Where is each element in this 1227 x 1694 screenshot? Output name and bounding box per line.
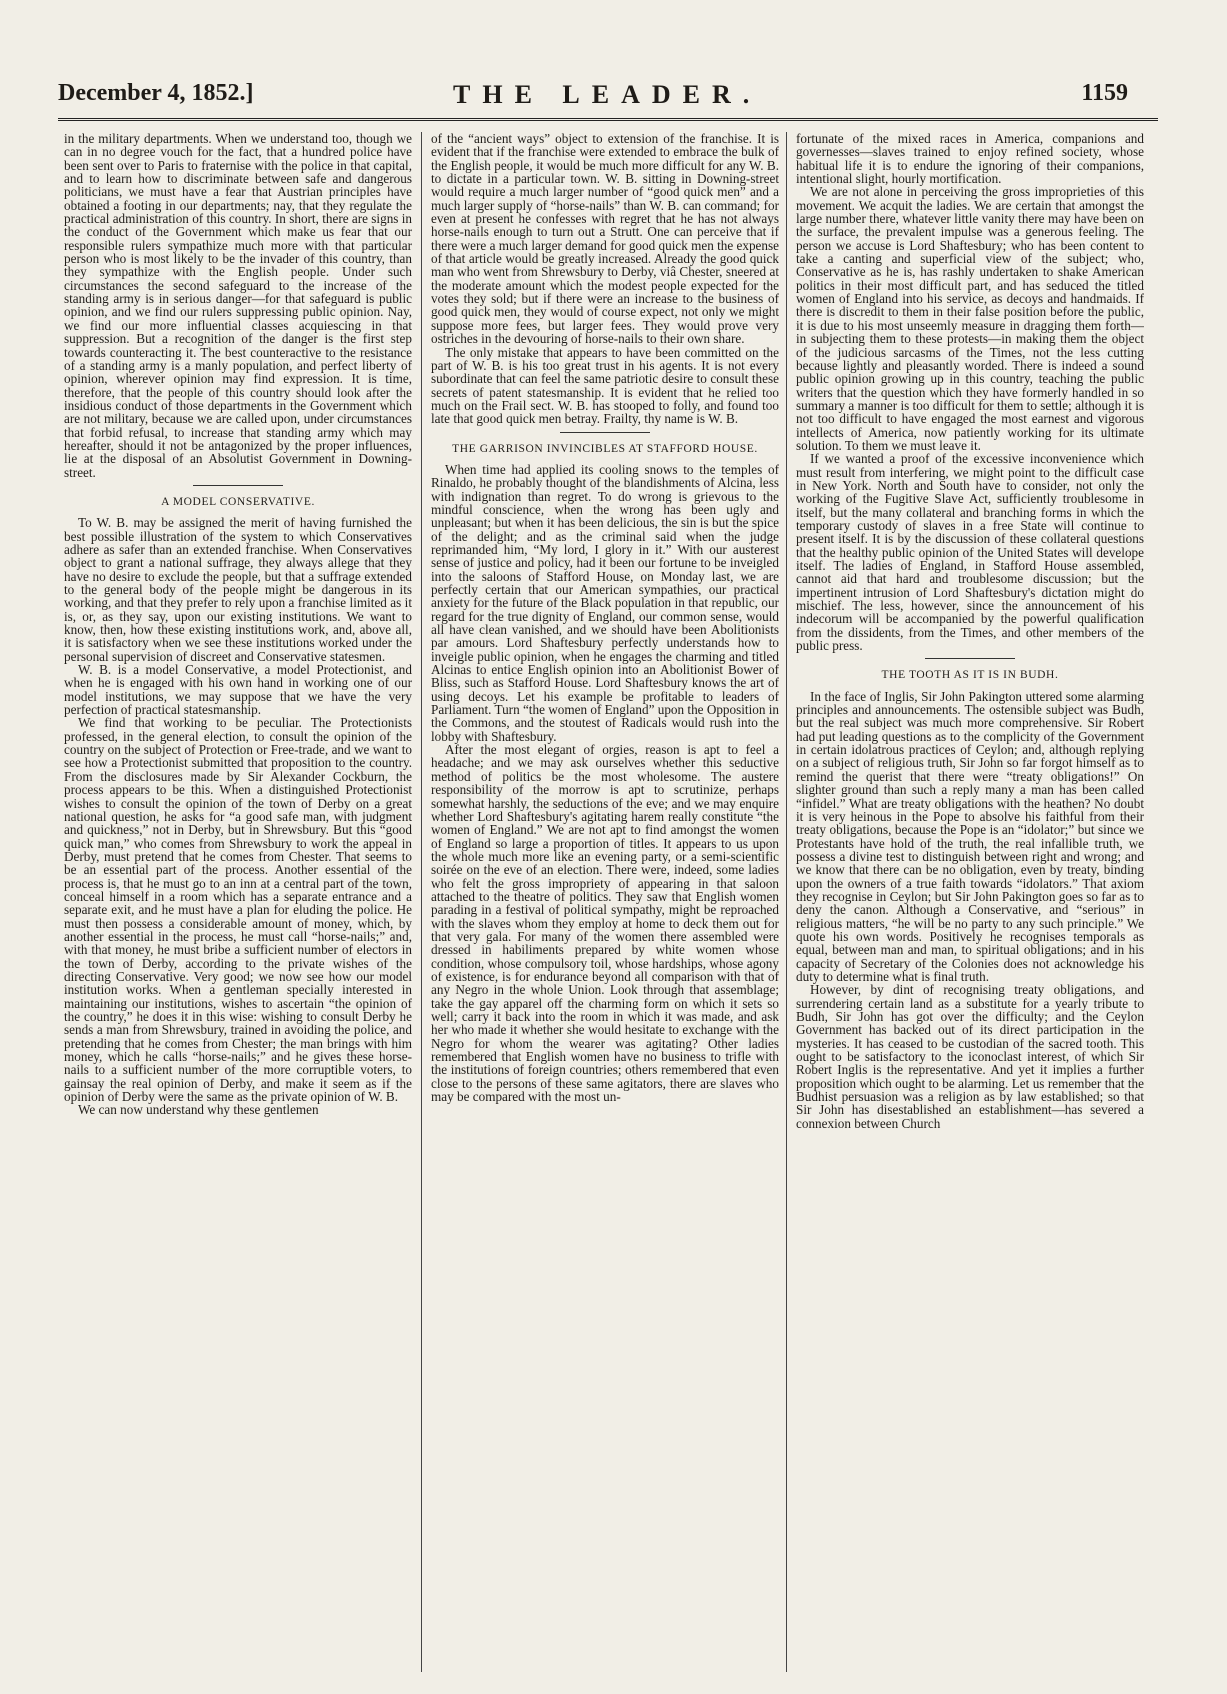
paragraph: However, by dint of recognising treaty obligations, and surrendering certain land as a substitute for a yearly tribute to Budh, Sir John has got over the difficulty; and the Ceylon Government has backed out of its direct participation in the mysteries. It has ceased to be custodian of the sacred tooth. This ought to be satisfactory to the iconoclast interest, of which Sir Robert Inglis is the representative. And yet it implies a further proposition which ought to be alarming. Let us remember that the Budhist persuasion was a religion as by law established; so that Sir John has disestablished an establishment—has severed a connexion between Church	[796, 982, 1144, 1131]
paragraph: To W. B. may be assigned the merit of having furnished the best possible illustration of the system to which Conservatives adhere as safer than an extended franchise. When Conservatives object to grant a national suffrage, they always allege that they have no desire to exclude the people, but that a suffrage extended to the general body of the people might be dangerous in its working, and that they prefer to rely upon a franchise limited as it is, or, as they say, upon our existing institutions. We want to know, then, how these existing institutions work, and, above all, it is satisfactory when we see these institutions worked under the personal supervision of discreet and Conservative statesmen.	[64, 515, 412, 664]
section-rule	[925, 658, 1015, 659]
section-heading: THE TOOTH AS IT IS IN BUDH.	[881, 669, 1059, 682]
page-number: 1159	[1081, 80, 1128, 106]
paragraph: When time had applied its cooling snows to the temples of Rinaldo, he probably thought of the blandishments of Alcina, less with indignation than regret. To do wrong is grievous to the mindful conscience, when the wrong has been ugly and unpleasant; but when it has been delicious, the sin is but the spice of the delight; and as the criminal said when the judge reprimanded him, “My lord, I glory in it.” With our austerest sense of justice and policy, had it been our fortune to be inveigled into the saloons of Stafford House, on Monday last, we are perfectly certain that our American sympathies, our practical anxiety for the future of the Black population in that republic, our regard for the true dignity of England, our common sense, would all have clean vanished, and we should have been Abolitionists par amours. Lord Shaftesbury perfectly understands how to inveigle public opinion, when he engages the charming and titled Alcinas to entice English opinion into an Abolitionist Bower of Bliss, such as Stafford House. Lord Shaftesbury knows the art of using decoys. Let his example be profitable to leaders of Parliament. Turn “the women of England” upon the Opposition in the Commons, and the stoutest of Radicals would rush into the lobby with Shaftesbury.	[431, 461, 779, 744]
column-divider	[421, 132, 422, 1672]
paragraph: fortunate of the mixed races in America, companions and governesses—slaves trained to enjoy refined society, whose habitual life it is to endure the ignoring of their companions, intentional slight, hourly mortification.	[796, 132, 1144, 187]
paragraph: We can now understand why these gentlemen	[78, 1102, 319, 1118]
masthead-rule	[58, 118, 1158, 121]
column-1	[64, 132, 412, 1672]
column-2	[431, 132, 779, 1672]
paragraph: After the most elegant of orgies, reason is apt to feel a headache; and we may ask ourselves whether this seductive method of politics be the most wholesome. The austere responsibility of the morrow is apt to scrutinize, perhaps somewhat harshly, the seductions of the eve; and we may enquire whether Lord Shaftesbury's agitating harem really constitute “the women of England.” We are not apt to find amongst the women of England so large a proportion of titles. It appears to us upon the whole much more like an evening party, or a semi-scientific soirée on the eve of an election. There were, indeed, some ladies who felt the gross impropriety of appearing in that saloon attached to the theatre of politics. They saw that English women parading in a festival of political sympathy, might be reproached with the slaves whom they employ at home to deck them out for that very gala. For many of the women there assembled were dressed in habiliments prepared by white women whose condition, whose compulsory toil, whose hardships, whose agony of existence, is for endurance beyond all comparison with that of any Negro in the whole Union. Look through that assemblage; take the gay apparel off the charming form on which it sets so well; carry it back into the room in which it was made, and ask her who made it whether she would hesitate to exchange with the Negro for whom the wearer was agitating? Other ladies remembered that English women have no business to trifle with the institutions of foreign countries; others remembered that even close to the persons of these same agitators, there are slaves who may be compared with the most un-	[431, 742, 779, 1105]
section-heading: A MODEL CONSERVATIVE.	[161, 495, 315, 508]
section-rule	[193, 485, 283, 486]
paragraph: We are not alone in perceiving the gross improprieties of this movement. We acquit the ladies. We are certain that amongst the large number there, whatever little vanity there may have been on the surface, the prevalent impulse was a generous feeling. The person we accuse is Lord Shaftesbury; who has been content to take a canting and superficial view of the subject; who, Conservative as he is, has rashly undertaken to shake American politics in their most difficult part, and has seduced the titled women of England into his service, as decoys and handmaids. If there is discredit to them in their false position before the public, it is due to his most unseemly measure in dragging them forth—in subjecting them to these protests—in making them the object of the judicious sarcasms of the Times, not the less cutting because lightly and pleasantly worded. There is indeed a sound public opinion growing up in this country, teaching the public writers that the question which they have formerly handled in so summary a manner is too difficult for them to settle; although it is not too difficult to have engaged the most earnest and vigorous intellects of America, now patiently working for its ultimate solution. To them we must leave it.	[796, 184, 1144, 453]
paragraph: In the face of Inglis, Sir John Pakington uttered some alarming principles and announcements. The ostensible subject was Budh, but the real subject was much more comprehensive. Sir Robert had put leading questions as to the complicity of the Government in certain idolatrous practices of Ceylon; and, although replying on a subject of religious truth, Sir John so far forgot himself as to remind the querist that there were “treaty obligations!” On slighter ground than such a reply many a man has been called “infidel.” What are treaty obligations with the heathen? No doubt it is very heinous in the Pope to absolve his faithful from their treaty obligations, because the Pope is an “idolator;” but since we Protestants have hold of the truth, the real infallible truth, we possess a divine test to distinguish between right and wrong; and we know that there can be no obligation, even by treaty, binding upon the owners of a true faith towards “idolators.” That axiom they recognise in Ceylon; but Sir John Pakington goes so far as to deny the canon. Although a Conservative, and “serious” in religious matters, “he will be no party to any such principle.” We quote his own words. Positively he recognises temporals as equal, between man and man, to spiritual obligations; and in his capacity of Secretary of the Colonies does not acknowledge his duty to determine what is final truth.	[796, 688, 1144, 984]
paragraph: The only mistake that appears to have been committed on the part of W. B. is his too great trust in his agents. It is not every subordinate that can feel the same patriotic desire to consult these secrets of patent statesmanship. It is evident that he relied too much on the Frail sect. W. B. has stooped to folly, and found too late that good quick men betray. Frailty, thy name is W. B.	[431, 344, 779, 427]
paragraph: W. B. is a model Conservative, a model Protectionist, and when he is engaged with his own hand in working one of our model institutions, we may suppose that we have the very perfection of practical statesmanship.	[64, 662, 412, 718]
paragraph: If we wanted a proof of the excessive inconvenience which must result from interfering, we might point to the difficult case in New York. North and South have to consider, not only the working of the Fugitive Slave Act, sufficiently troublesome in itself, but the many collateral and branching forms in which the temporary custody of slaves in a free State will continue to present itself. It is by the discussion of these collateral questions that the healthy public opinion of the United States will develope itself. The ladies of England, in Stafford House assembled, cannot aid that hard and troublesome discussion; but the impertinent intrusion of Lord Shaftesbury's dictation might do mischief. The less, however, since the announcement of his indecorum will be accompanied by the powerful qualification from the dissidents, from the Times, and other members of the public press.	[796, 451, 1144, 654]
column-divider	[786, 132, 787, 1672]
paragraph: in the military departments. When we understand too, though we can in no degree vouch for the fact, that a hundred police have been sent over to Paris to fraternise with the police in that capital, and to learn how to discriminate between safe and dangerous politicians, we must have a fear that Austrian principles have obtained a footing in our departments; nay, that they regulate the practical administration of this country. In short, there are signs in the conduct of the Government which make us fear that our responsible rulers sympathize much more with that particular person who is most likely to be the invader of this country, than they sympathize with the English people. Under such circumstances the second safeguard to the increase of the standing army is in serious danger—for that safeguard is public opinion, and we find our rulers suppressing public opinion. Nay, we find our more influential classes acquiescing in that suppression. But a recognition of the danger is the first step towards counteracting it. The best counteractive to the resistance of a standing army is a manly population, and perfect liberty of opinion, wherever opinion may find expression. It is time, therefore, that the people of this country should look after the insidious conduct of those departments in the Government which are not military, because we are called upon, under circumstances that forbid refusal, to increase that standing army which may hereafter, should it not be antagonized by the proper influences, lie at the disposal of an Absolutist Government in Downing-street.	[64, 132, 412, 480]
masthead	[58, 76, 1158, 116]
section-rule	[560, 432, 650, 433]
section-heading: THE GARRISON INVINCIBLES AT STAFFORD HOUSE.	[452, 442, 758, 455]
paragraph: of the “ancient ways” object to extension of the franchise. It is evident that if the franchise were extended to embrace the bulk of the English people, it would be much more difficult for any W. B. to dictate in a particular town. W. B. sitting in Downing-street would require a much larger number of “good quick men” and a much larger supply of “horse-nails” than W. B. can command; for even at present he confesses with regret that he has not always horse-nails enough to turn out a Strutt. One can perceive that if there were a much larger demand for good quick men the expense of that article would be greatly increased. Already the good quick man who went from Shrewsbury to Derby, viâ Chester, sneered at the moderate amount which the modest people expected for the votes they sold; but if there were an increase to the business of good quick men, they would of course expect, not only we might suppose more fees, but larger fees. They would prove very ostriches in the devouring of horse-nails to their own share.	[431, 132, 779, 347]
column-3	[796, 132, 1144, 1672]
issue-date: December 4, 1852.]	[58, 80, 254, 106]
paragraph: We find that working to be peculiar. The Protectionists professed, in the general election, to consult the opinion of the country on the subject of Protection or Free-trade, and we want to see how a Protectionist submitted that proposition to the country. From the disclosures made by Sir Alexander Cockburn, the process appears to be this. When a distinguished Protectionist wishes to consult the opinion of the town of Derby on a great national question, he asks for “a good safe man, with judgment and quickness,” not in Derby, but in Shrewsbury. But this “good quick man,” who comes from Shrewsbury to work the appeal in Derby, must pretend that he comes from Chester. That seems to be an essential part of the process. Another essential of the process is, that he must go to an inn at a central part of the town, conceal himself in a room which has a separate entrance and a separate exit, and he must have a plan for eluding the police. He must then possess a considerable amount of money, which, by another essential in the process, he must call “horse-nails;” and, with that money, he must bribe a sufficient number of electors in the town of Derby, according to the private wishes of the directing Conservative. Very good; we now see how our model institution works. When a gentleman specially interested in maintaining our institutions, wishes to ascertain “the opinion of the country,” he does it in this wise: wishing to consult Derby he sends a man from Shrewsbury, trained in avoiding the police, and pretending that he comes from Chester; the man brings with him money, which he calls “horse-nails;” and he gives these horse-nails to a sufficient number of the more corruptible voters, to gainsay the real opinion of Derby, and make it seem as if the opinion of Derby were the same as the private opinion of W. B.	[64, 715, 412, 1105]
paper-title: THE LEADER.	[453, 80, 762, 109]
